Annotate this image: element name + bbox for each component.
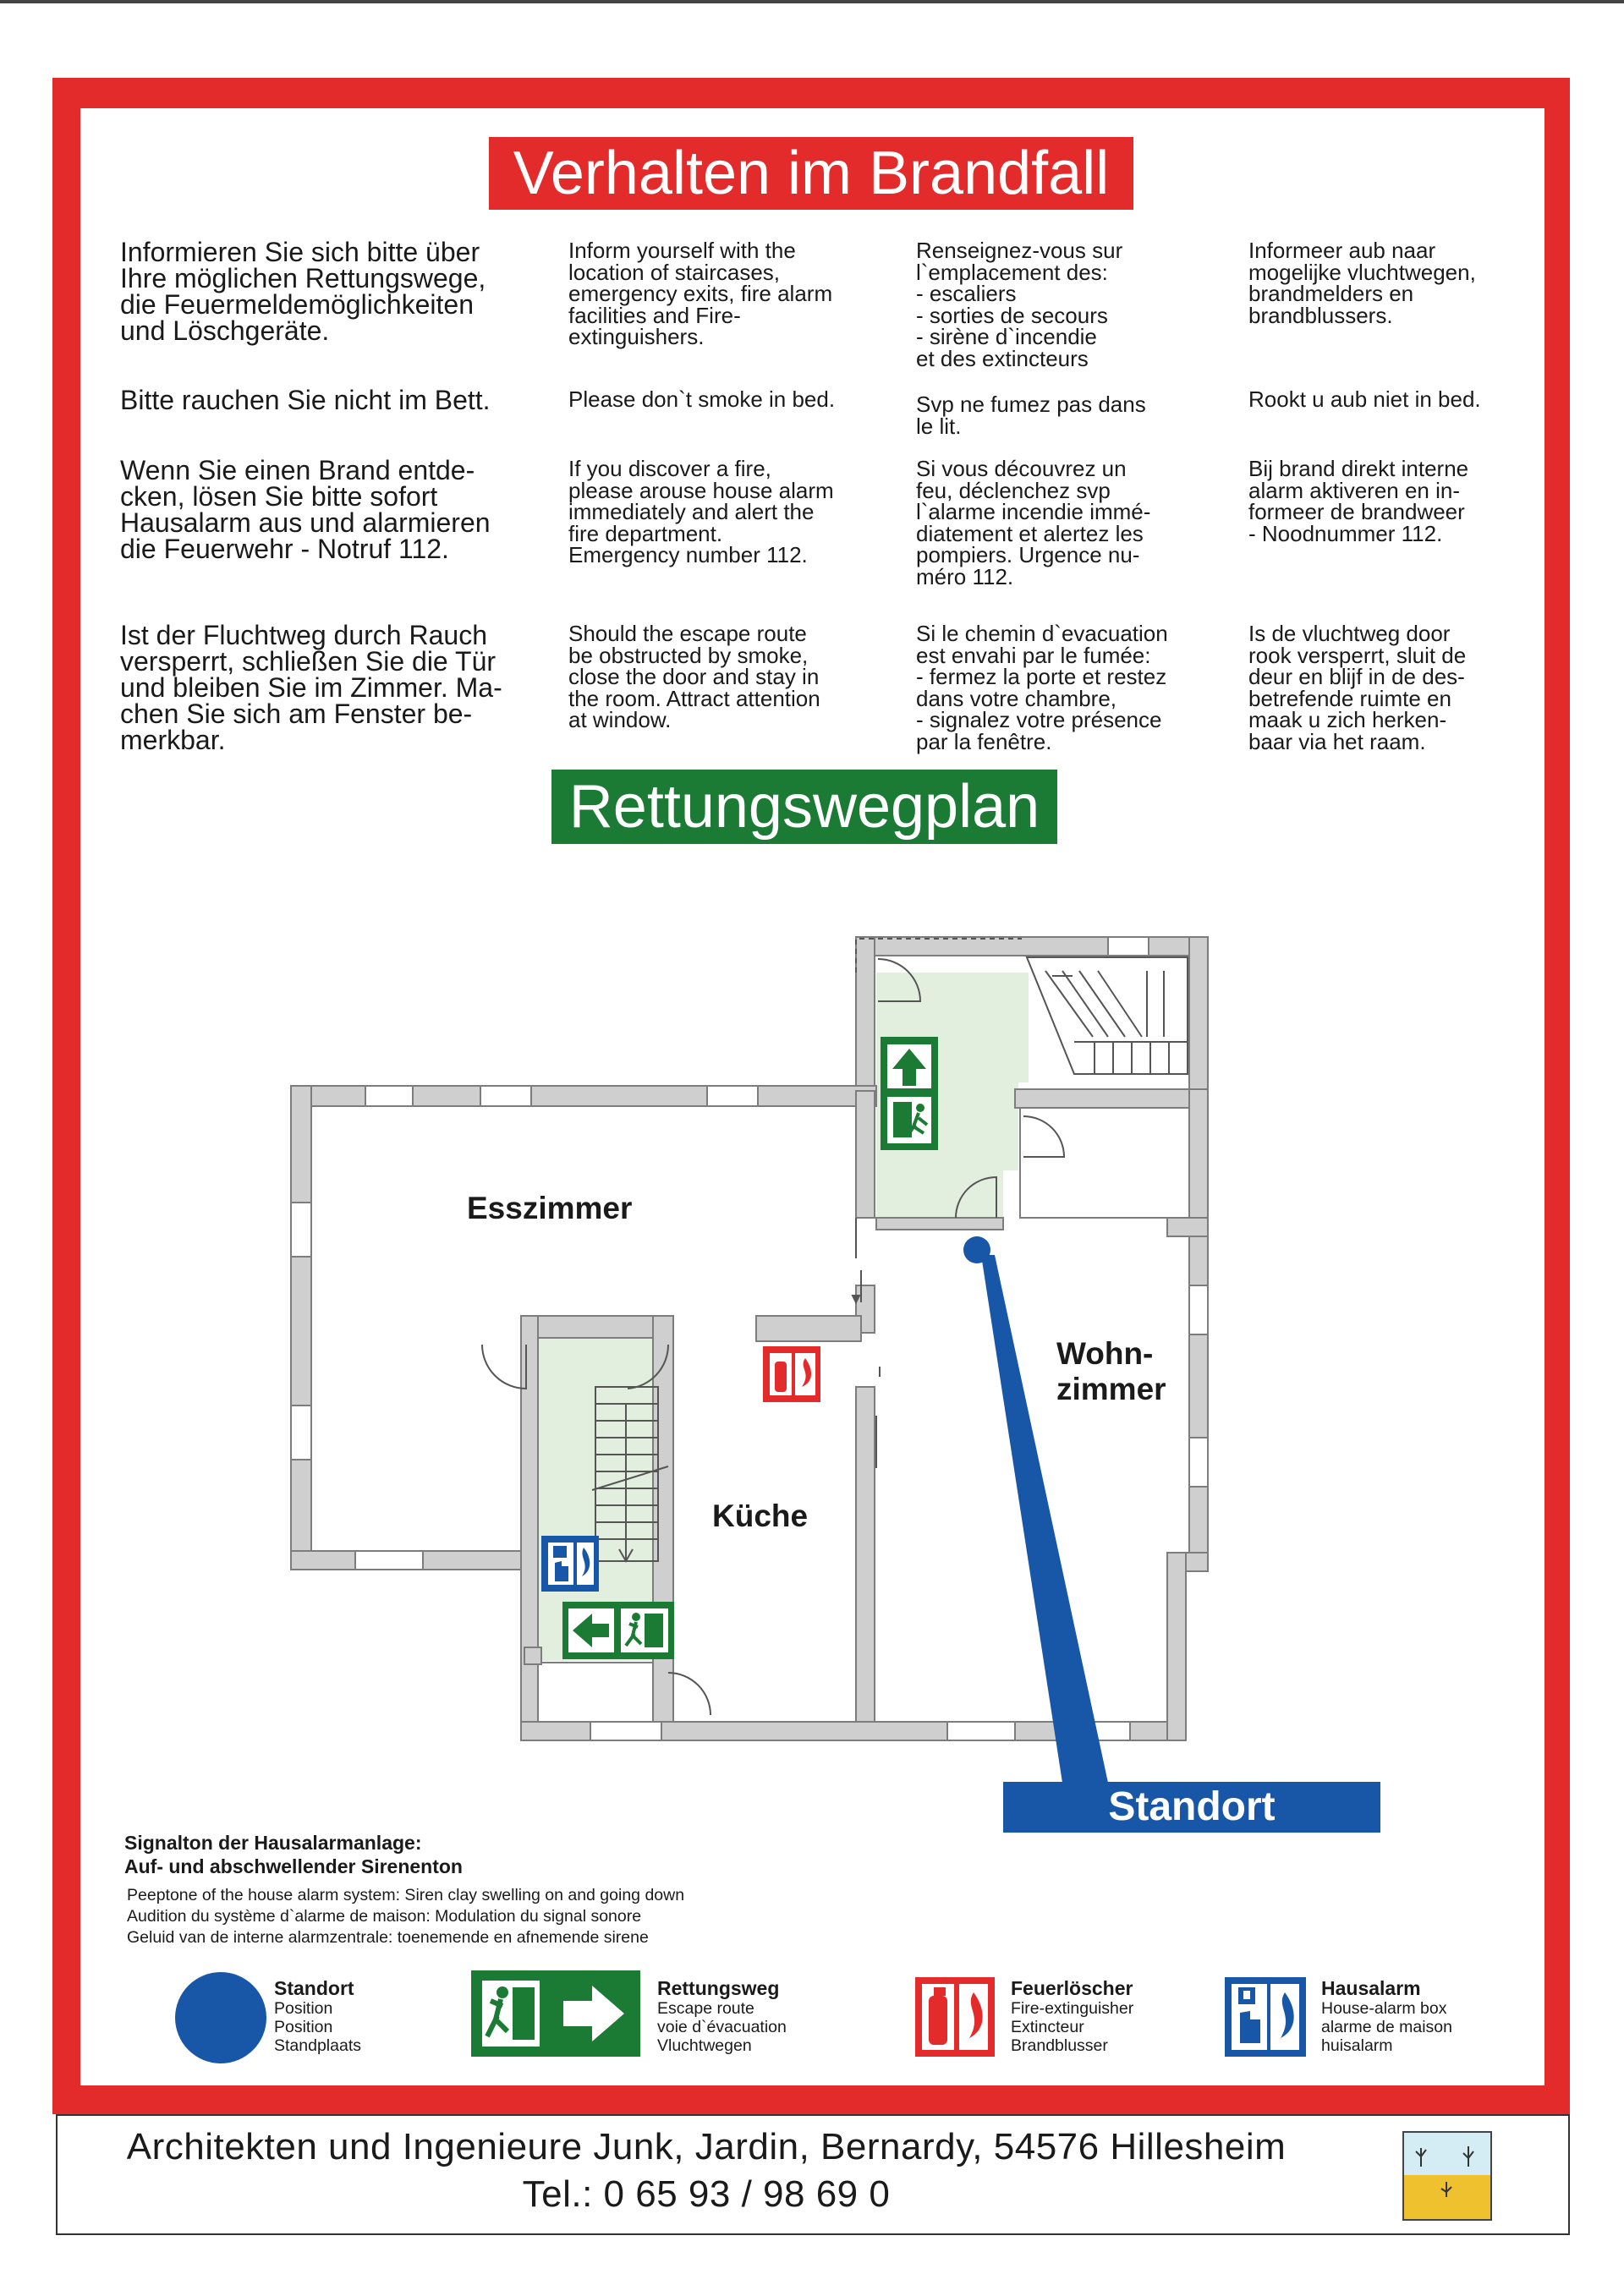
- legend-hausalarm-nl: huisalarm: [1321, 2036, 1393, 2055]
- legend-standort-en: Position: [274, 1999, 333, 2018]
- instruction-de-2: Bitte rauchen Sie nicht im Bett.: [120, 385, 491, 415]
- instruction-de-4: Ist der Fluchtweg durch Rauch versperrt, schließen Sie die Tür und bleiben Sie im Zimmer. Ma- chen Sie sich am Fenster be- merkbar.: [120, 620, 502, 755]
- legend-standort-fr: Position: [274, 2018, 333, 2036]
- legend-feuerloescher-fr: Extincteur: [1011, 2018, 1084, 2036]
- instruction-en-1: Inform yourself with the location of staircases, emergency exits, fire alarm facilities and Fire- extinguishers.: [568, 238, 833, 349]
- legend-rettungsweg-nl: Vluchtwegen: [657, 2036, 752, 2055]
- instruction-nl-1: Informeer aub naar mogelijke vluchtwegen, brandmelders en brandblussers.: [1248, 238, 1476, 328]
- signal-line-en: Peeptone of the house alarm system: Siren clay swelling on and going down: [127, 1886, 685, 1904]
- legend-standort-nl: Standplaats: [274, 2036, 361, 2055]
- legend-rettungsweg-fr: voie d`évacuation: [657, 2018, 787, 2036]
- instruction-fr-3: Si vous découvrez un feu, déclenchez svp l`alarme incendie immé- diatement et alertez les pompiers. Urgence nu- méro 112.: [916, 456, 1151, 589]
- signal-line-fr: Audition du système d`alarme de maison: Modulation du signal sonore: [127, 1907, 642, 1926]
- instruction-nl-4: Is de vluchtweg door rook versperrt, sluit de deur en blijf in de des- betrefende ruimte en maak u zich herken- baar via het raam.: [1248, 621, 1467, 754]
- instruction-en-3: If you discover a fire, please arouse house alarm immediately and alert the fire department. Emergency number 112.: [568, 456, 834, 567]
- legend-hausalarm-en: House-alarm box: [1321, 1999, 1447, 2018]
- company-logo: [1402, 2131, 1492, 2221]
- room-kueche: Küche: [712, 1499, 809, 1533]
- room-wohnzimmer: Wohn- zimmer: [1056, 1336, 1166, 1406]
- instruction-nl-2: Rookt u aub niet in bed.: [1248, 386, 1481, 412]
- footer-phone: Tel.: 0 65 93 / 98 69 0: [522, 2173, 891, 2215]
- legend-rettungsweg-en: Escape route: [657, 1999, 754, 2018]
- instruction-nl-3: Bij brand direkt interne alarm aktiveren en in- formeer de brandweer - Noodnummer 112.: [1248, 456, 1469, 546]
- legend-hausalarm-fr: alarme de maison: [1321, 2018, 1452, 2036]
- instruction-fr-2: Svp ne fumez pas dans le lit.: [916, 392, 1146, 439]
- instruction-fr-4: Si le chemin d`evacuation est envahi par le fumée: - fermez la porte et restez dans votre chambre, - signalez votre présence par la fenêtre.: [916, 621, 1168, 754]
- signal-title: Signalton der Hausalarmanlage: Auf- und abschwellender Sirenenton: [124, 1832, 463, 1877]
- instruction-en-2: Please don`t smoke in bed.: [568, 386, 836, 412]
- fire-alarm-icon: [1225, 1977, 1306, 2057]
- footer-company: Architekten und Ingenieure Junk, Jardin, Bernardy, 54576 Hillesheim: [126, 2126, 1287, 2167]
- instruction-fr-1: Renseignez-vous sur l`emplacement des: - escaliers - sorties de secours - sirène d`incendie et des extincteurs: [916, 238, 1123, 371]
- instruction-de-3: Wenn Sie einen Brand entde- cken, lösen Sie bitte sofort Hausalarm aus und alarmieren die Feuerwehr - Notruf 112.: [120, 455, 491, 564]
- signal-line-nl: Geluid van de interne alarmzentrale: toenemende en afnemende sirene: [127, 1928, 649, 1947]
- escape-route-sign-icon: [471, 1970, 640, 2057]
- instruction-en-4: Should the escape route be obstructed by smoke, close the door and stay in the room. Attract attention at window.: [568, 621, 820, 732]
- fire-extinguisher-icon: [915, 1977, 995, 2057]
- legend-feuerloescher-title: Feuerlöscher: [1011, 1977, 1133, 1999]
- room-esszimmer: Esszimmer: [467, 1191, 633, 1225]
- standort-label: Standort: [1003, 1782, 1380, 1833]
- plan-title: Rettungswegplan: [551, 770, 1057, 844]
- instruction-de-1: Informieren Sie sich bitte über Ihre möglichen Rettungswege, die Feuermeldemöglichkeiten und Löschgeräte.: [120, 237, 486, 346]
- legend-feuerloescher-en: Fire-extinguisher: [1011, 1999, 1134, 2018]
- legend-feuerloescher-nl: Brandblusser: [1011, 2036, 1108, 2055]
- page-title: Verhalten im Brandfall: [489, 137, 1133, 210]
- legend-rettungsweg-title: Rettungsweg: [657, 1977, 780, 1999]
- legend-hausalarm-title: Hausalarm: [1321, 1977, 1421, 1999]
- legend-standort-title: Standort: [274, 1977, 354, 1999]
- blue-dot-icon: [175, 1972, 266, 2063]
